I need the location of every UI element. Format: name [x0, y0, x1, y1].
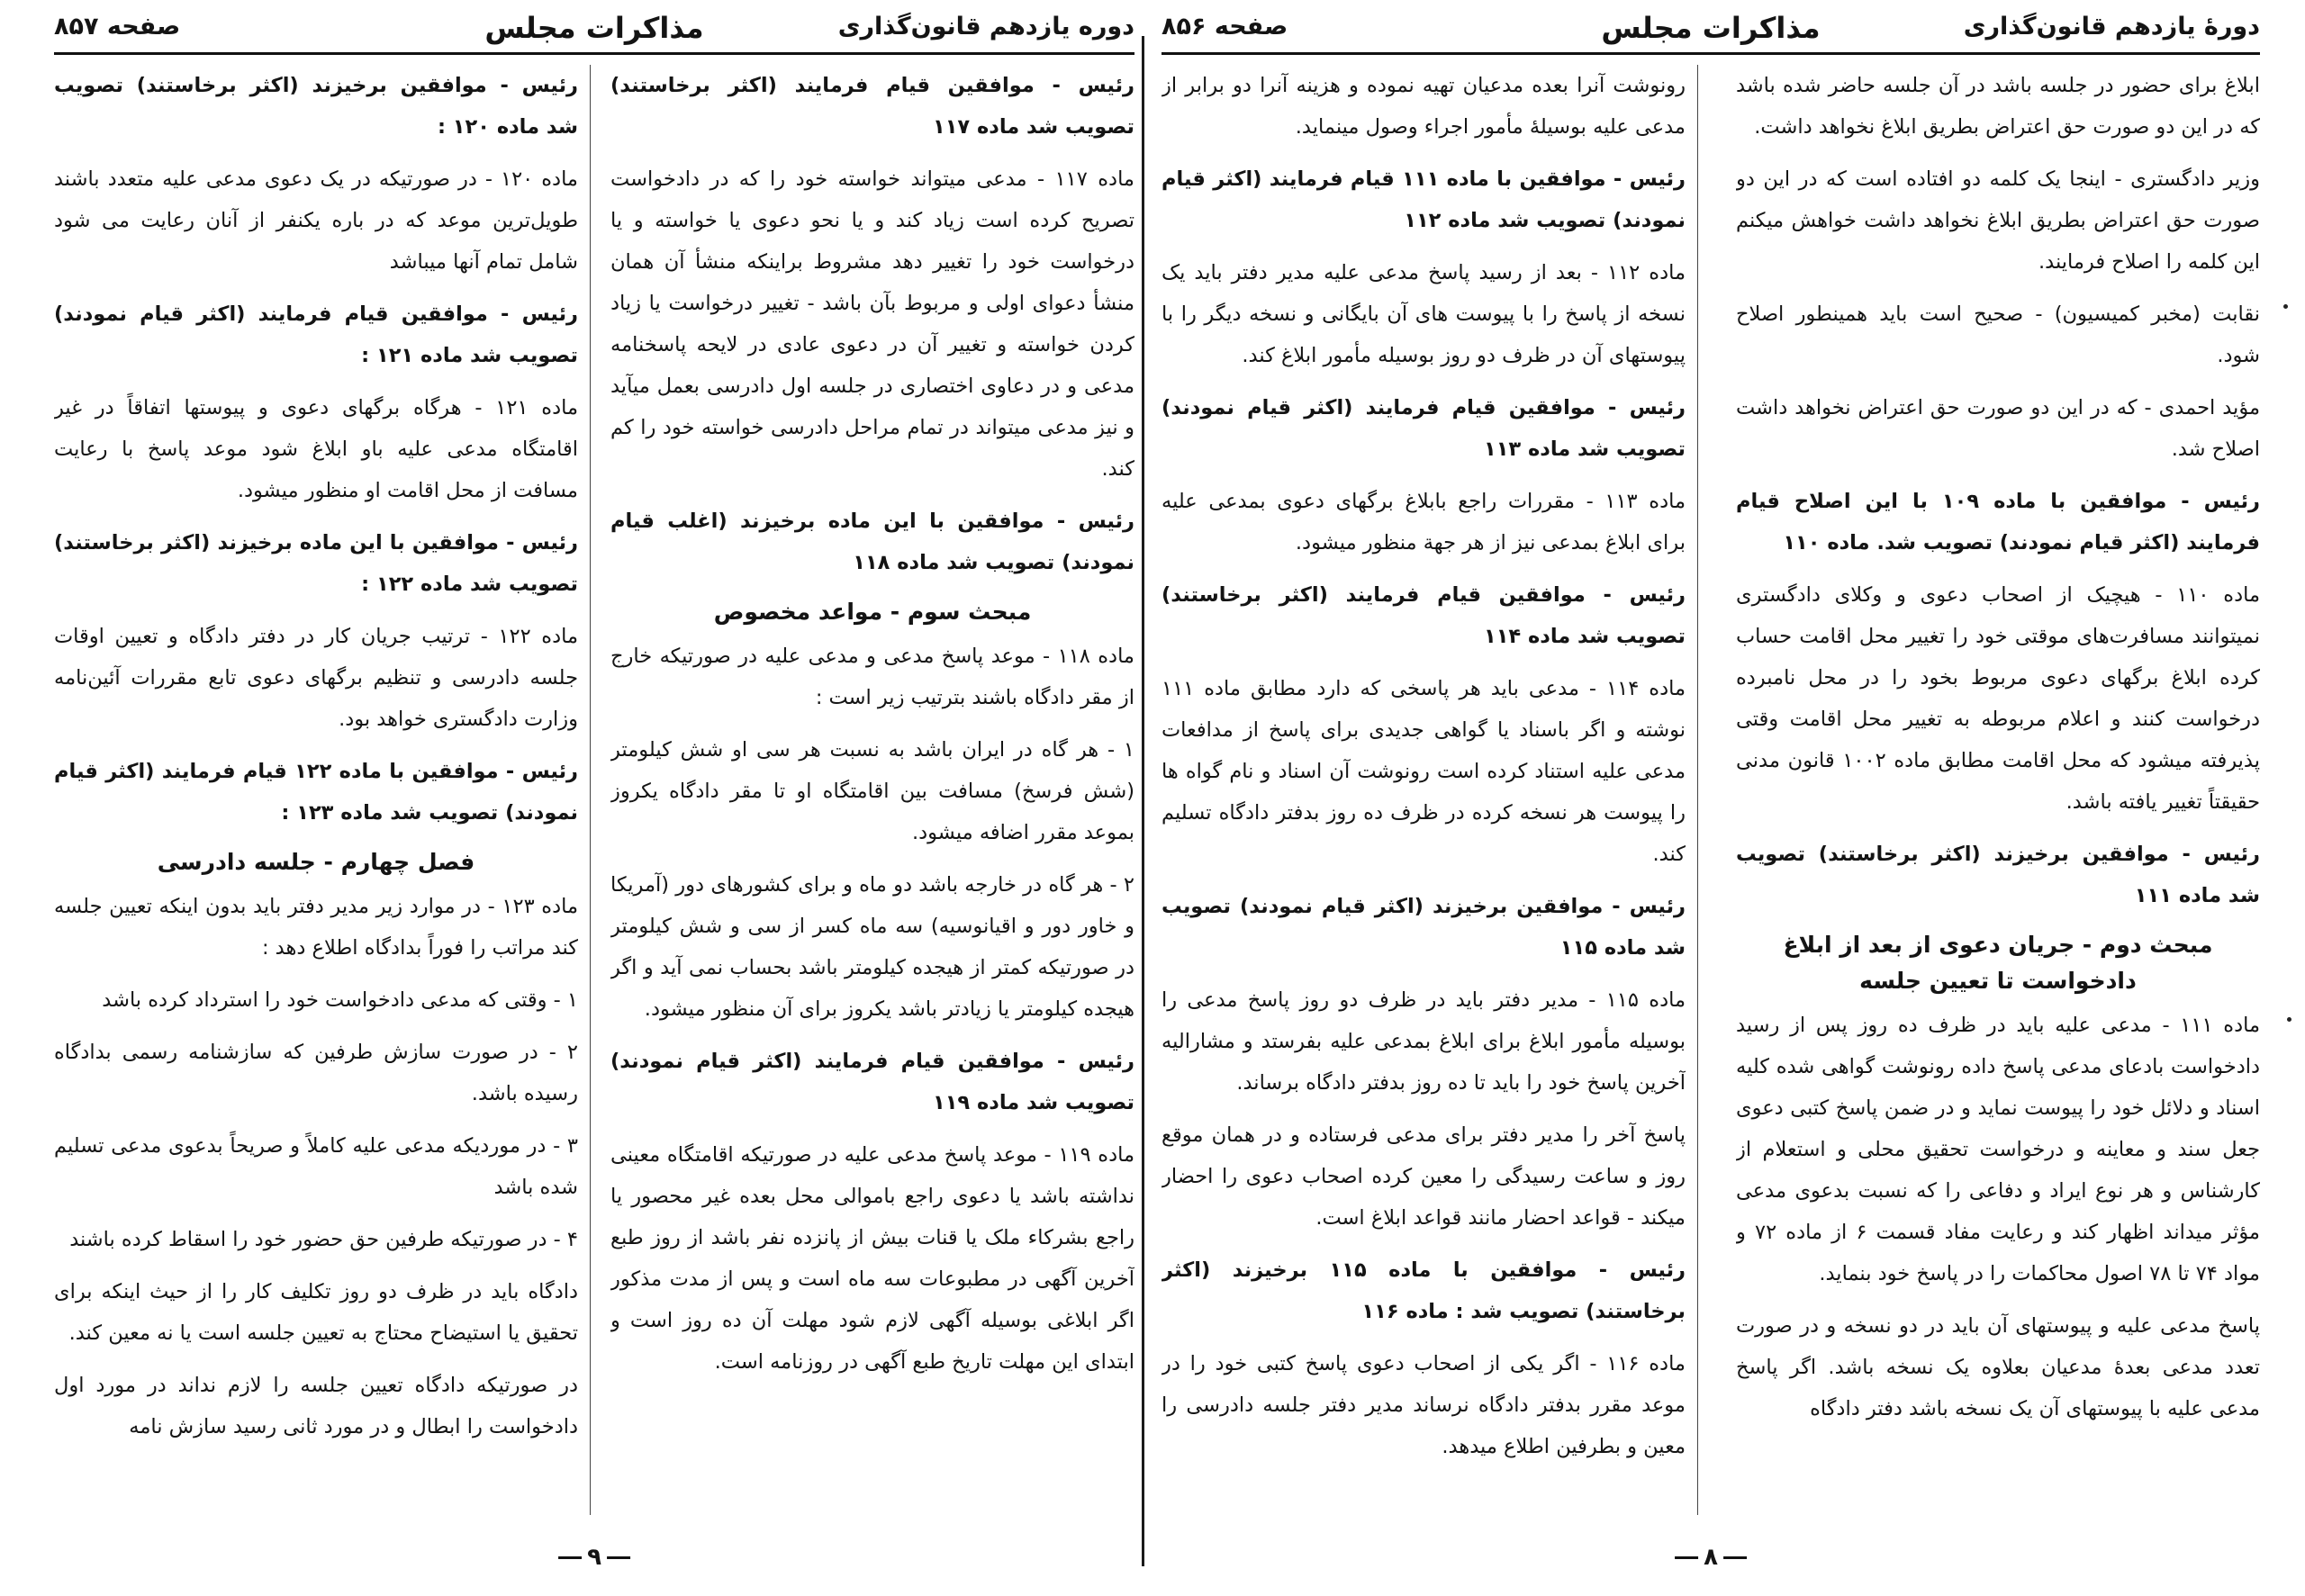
legislative-course-label: دورهٔ یازدهم قانون‌گذاری [1963, 13, 2260, 41]
president-statement: رئیس - موافقین برخیزند (اکثر برخاستند) تصویب شد ماده ۱۲۰ : [54, 74, 578, 139]
paragraph: ماده ۱۱۱ - مدعی علیه باید در ظرف ده روز پس از رسید دادخواست بادعای مدعی پاسخ داده رونوشت گواهی شده کلیه اسناد و دلائل خود را پیوست نماید و در ضمن پاسخ کتبی دعوی جعل سند و معاینه و درخواست تحقیق محلی و استعلام از کارشناس و هر نوع ایراد و دفاعی را که نسبت بدعوی مدعی مؤثر میداند اظهار کند و رعایت مفاد قسمت ۶ از ماده ۷۲ و مواد ۷۴ تا ۷۸ اصول محاکمات را در پاسخ خود بنماید. [1736, 1014, 2260, 1285]
paragraph: ابلاغ برای حضور در جلسه باشد در آن جلسه حاضر شده باشد که در این دو صورت حق اعتراض بطریق ابلاغ نخواهد داشت. [1736, 74, 2260, 139]
section-heading: مبحث سوم - مواعد مخصوص [713, 599, 1032, 625]
running-header [1162, 7, 2260, 55]
paragraph: ماده ۱۱۹ - موعد پاسخ مدعی علیه در صورتیکه اقامتگاه معینی نداشته باشد یا دعوی راجع باموالی محل بعده غیر محصور یا راجع بشرکاء ملک یا قنات بیش از پانزده نفر باشد از روز طبع آخرین آگهی در مطبوعات سه ماه است و پس از مدت مذکور اگر ابلاغی بوسیله آگهی لازم شود مهلت آن ده روز است و ابتدای این مهلت تاریخ طبع آگهی در روزنامه است. [610, 1143, 1134, 1374]
president-statement: رئیس - موافقین قیام فرمایند (اکثر قیام نمودند) تصویب شد ماده ۱۱۹ [610, 1050, 1134, 1114]
president-statement: رئیس - موافقین قیام فرمایند (اکثر برخاستند) تصویب شد ماده ۱۱۴ [1162, 583, 1686, 648]
president-statement: رئیس - موافقین برخیزند (اکثر قیام نمودند) تصویب شد ماده ۱۱۵ [1162, 895, 1686, 960]
running-header [54, 7, 1134, 55]
page-title: مذاکرات مجلس [1601, 11, 1821, 45]
paragraph: ۴ - در صورتیکه طرفین حق حضور خود را اسقاط کرده باشند [69, 1228, 578, 1251]
legislative-course-label: دوره یازدهم قانون‌گذاری [837, 13, 1134, 41]
paragraph: ماده ۱۲۳ - در موارد زیر مدیر دفتر باید بدون اینکه تعیین جلسه کند مراتب را فوراً بدادگاه اطلاع دهد : [54, 895, 578, 960]
paragraph: ماده ۱۲۰ - در صورتیکه در یک دعوی مدعی علیه متعدد باشند طویل‌ترین موعد که در باره یکنفر از آنان رعایت می شود شامل تمام آنها میباشد [54, 167, 578, 274]
page-title: مذاکرات مجلس [484, 11, 704, 45]
paragraph: ۲ - هر گاه در خارجه باشد دو ماه و برای کشورهای دور (آمریکا و خاور دور و اقیانوسیه) سه ماه کسر از سی و شش کیلومتر در صورتیکه کمتر از هیجده کیلومتر باشد بحساب نمی آید و اگر هیجده کیلومتر یا زیادتر باشد یکروز برای آن منظور میشود. [610, 873, 1134, 1021]
paragraph: وزیر دادگستری - اینجا یک کلمه دو افتاده است که در این دو صورت حق اعتراض بطریق ابلاغ نخواهد داشت خواهش میکنم این کلمه را اصلاح فرمایند. [1736, 167, 2260, 274]
paragraph: ماده ۱۲۱ - هرگاه برگهای دعوی و پیوستها اتفاقاً در غیر اقامتگاه مدعی علیه باو ابلاغ شود موعد پاسخ با رعایت مسافت از محل اقامت او منظور میشود. [54, 396, 578, 502]
section-heading: فصل چهارم - جلسه دادرسی [157, 849, 475, 875]
page-856 [1162, 0, 2260, 1596]
paragraph: ماده ۱۱۶ - اگر یکی از اصحاب دعوی پاسخ کتبی خود را در موعد مقرر بدفتر دادگاه نرساند مدیر دفتر جلسه دادرسی را معین و بطرفین اطلاع میدهد. [1162, 1352, 1686, 1458]
paragraph: ۲ - در صورت سازش طرفین که سازشنامه رسمی بدادگاه رسیده باشد. [54, 1041, 578, 1105]
paragraph: مؤید احمدی - که در این دو صورت حق اعتراض نخواهد داشت اصلاح شد. [1736, 396, 2260, 461]
president-statement: رئیس - موافقین با ماده ۱۰۹ با این اصلاح قیام فرمایند (اکثر قیام نمودند) تصویب شد. ماده ۱۱۰ [1736, 490, 2260, 555]
page-number-label: صفحه ۸۵۷ [54, 13, 181, 41]
paragraph: نقابت (مخبر کمیسیون) - صحیح است باید همینطور اصلاح شود. [1736, 302, 2260, 367]
page-857 [54, 0, 1134, 1596]
president-statement: رئیس - موافقین با ماده ۱۱۵ برخیزند (اکثر برخاستند) تصویب شد : ماده ۱۱۶ [1162, 1258, 1686, 1323]
paragraph: ماده ۱۲۲ - ترتیب جریان کار در دفتر دادگاه و تعیین اوقات جلسه دادرسی و تنظیم برگهای دعوی تابع مقررات آئین‌نامه وزارت دادگستری خواهد بود. [54, 625, 578, 731]
president-statement: رئیس - موافقین قیام فرمایند (اکثر قیام نمودند) تصویب شد ماده ۱۲۱ : [54, 302, 578, 367]
section-heading: مبحث دوم - جریان دعوی از بعد از ابلاغ دادخواست تا تعیین جلسه [1783, 932, 2213, 994]
paragraph: ماده ۱۱۷ - مدعی میتواند خواسته خود را که در دادخواست تصریح کرده است زیاد کند و یا نحو دعوی یا خواسته و یا درخواست خود را تغییر دهد مشروط براینکه منشأ آن همان منشأ دعوای اولی و مربوط بآن باشد - تغییر درخواست یا زیاد کردن خواسته و تغییر آن در دعوی عادی در لایحه پاسخنامه مدعی و در دعاوی اختصاری در جلسه اول دادرسی بعمل میآید و نیز مدعی میتواند در تمام مراحل دادرسی خواسته خود را کم کند. [610, 167, 1134, 481]
president-statement: رئیس - موافقین با ماده ۱۲۲ قیام فرمایند (اکثر قیام نمودند) تصویب شد ماده ۱۲۳ : [54, 760, 578, 825]
column-left [1162, 65, 1686, 1515]
column-divider [1697, 65, 1698, 1515]
president-statement: رئیس - موافقین قیام فرمایند (اکثر برخاستند) تصویب شد ماده ۱۱۷ [610, 74, 1134, 139]
president-statement: رئیس - موافقین با ماده ۱۱۱ قیام فرمایند (اکثر قیام نمودند) تصویب شد ماده ۱۱۲ [1162, 167, 1686, 232]
paragraph: ماده ۱۱۵ - مدیر دفتر باید در ظرف دو روز پاسخ مدعی را بوسیله مأمور ابلاغ برای ابلاغ بمدعی علیه بفرستد و مشارالیه آخرین پاسخ خود را باید تا ده روز بدفتر دادگاه برساند. [1162, 988, 1686, 1095]
paragraph: ماده ۱۱۸ - موعد پاسخ مدعی و مدعی علیه در صورتیکه خارج از مقر دادگاه باشند بترتیب زیر است : [610, 645, 1134, 709]
paragraph: رونوشت آنرا بعده مدعیان تهیه نموده و هزینه آنرا دو برابر از مدعی علیه بوسیلهٔ مأمور اجراء وصول مینماید. [1162, 74, 1686, 139]
folio-number: ۹ [553, 1544, 636, 1571]
paragraph: ۱ - هر گاه در ایران باشد به نسبت هر سی او شش کیلومتر (شش فرسخ) مسافت بین اقامتگاه او تا مقر دادگاه یکروز بموعد مقرر اضافه میشود. [610, 738, 1134, 844]
text-columns [1162, 65, 2260, 1515]
paragraph: در صورتیکه دادگاه تعیین جلسه را لازم نداند در مورد اول دادخواست را ابطال و در مورد ثانی رسید سازش نامه [54, 1374, 578, 1438]
text-columns [54, 65, 1134, 1515]
paragraph: ۳ - در موردیکه مدعی علیه کاملاً و صریحاً بدعوی مدعی تسلیم شده باشد [54, 1134, 578, 1199]
president-statement: رئیس - موافقین برخیزند (اکثر برخاستند) تصویب شد ماده ۱۱۱ [1736, 843, 2260, 907]
paragraph: ماده ۱۱۰ - هیچیک از اصحاب دعوی و وکلای دادگستری نمیتوانند مسافرت‌های موقتی خود را تغییر محل اقامت حساب کرده ابلاغ برگهای دعوی مربوط بخود را در محل نامبرده درخواست کنند و اعلام مربوطه به تغییر محل اقامت وقتی پذیرفته میشود که محل اقامت مطابق ماده ۱۰۰۲ قانون مدنی حقیقتاً تغییر یافته باشد. [1736, 583, 2260, 814]
president-statement: رئیس - موافقین قیام فرمایند (اکثر قیام نمودند) تصویب شد ماده ۱۱۳ [1162, 396, 1686, 461]
paragraph: پاسخ آخر را مدیر دفتر برای مدعی فرستاده و در همان موقع روز و ساعت رسیدگی را معین کرده اصحاب دعوی را احضار میکند - قواعد احضار مانند قواعد ابلاغ است. [1162, 1123, 1686, 1230]
paragraph: ۱ - وقتی که مدعی دادخواست خود را استرداد کرده باشد [102, 988, 578, 1012]
column-left [54, 65, 578, 1515]
paragraph: ماده ۱۱۴ - مدعی باید هر پاسخی که دارد مطابق ماده ۱۱۱ نوشته و اگر باسناد یا گواهی جدیدی برای پاسخ از مدافعات مدعی علیه استناد کرده است رونوشت آن اسناد و نام گواه ها را پیوست هر نسخه کرده در ظرف ده روز بدفتر دادگاه تسلیم کند. [1162, 677, 1686, 866]
president-statement: رئیس - موافقین با این ماده برخیزند (اکثر برخاستند) تصویب شد ماده ۱۲۲ : [54, 531, 578, 596]
folio-number: ۸ [1669, 1544, 1752, 1571]
scan-speck [2283, 304, 2288, 309]
column-divider [590, 65, 591, 1515]
paragraph: ماده ۱۱۳ - مقررات راجع بابلاغ برگهای دعوی بمدعی علیه برای ابلاغ بمدعی نیز از هر جهة منظور میشود. [1162, 490, 1686, 555]
president-statement: رئیس - موافقین با این ماده برخیزند (اغلب قیام نمودند) تصویب شد ماده ۱۱۸ [610, 509, 1134, 574]
column-right [1736, 65, 2260, 1515]
paragraph: پاسخ مدعی علیه و پیوستهای آن باید در دو نسخه و در صورت تعدد مدعی بعدهٔ مدعیان بعلاوه یک نسخه باشد. اگر پاسخ مدعی علیه با پیوستهای آن یک نسخه باشد دفتر دادگاه [1736, 1314, 2260, 1420]
paragraph: ماده ۱۱۲ - بعد از رسید پاسخ مدعی علیه مدیر دفتر باید یک نسخه از پاسخ را با پیوست های آن بایگانی و نسخه دیگر را با پیوستهای آن در ظرف دو روز بوسیله مأمور ابلاغ کند. [1162, 261, 1686, 367]
scan-speck [2287, 1017, 2291, 1022]
page-number-label: صفحه ۸۵۶ [1162, 13, 1288, 41]
column-right [610, 65, 1134, 1515]
paragraph: دادگاه باید در ظرف دو روز تکلیف کار را از حیث اینکه برای تحقیق یا استیضاح محتاج به تعیین جلسه است یا نه معین کند. [54, 1280, 578, 1345]
book-spine [1142, 36, 1144, 1566]
